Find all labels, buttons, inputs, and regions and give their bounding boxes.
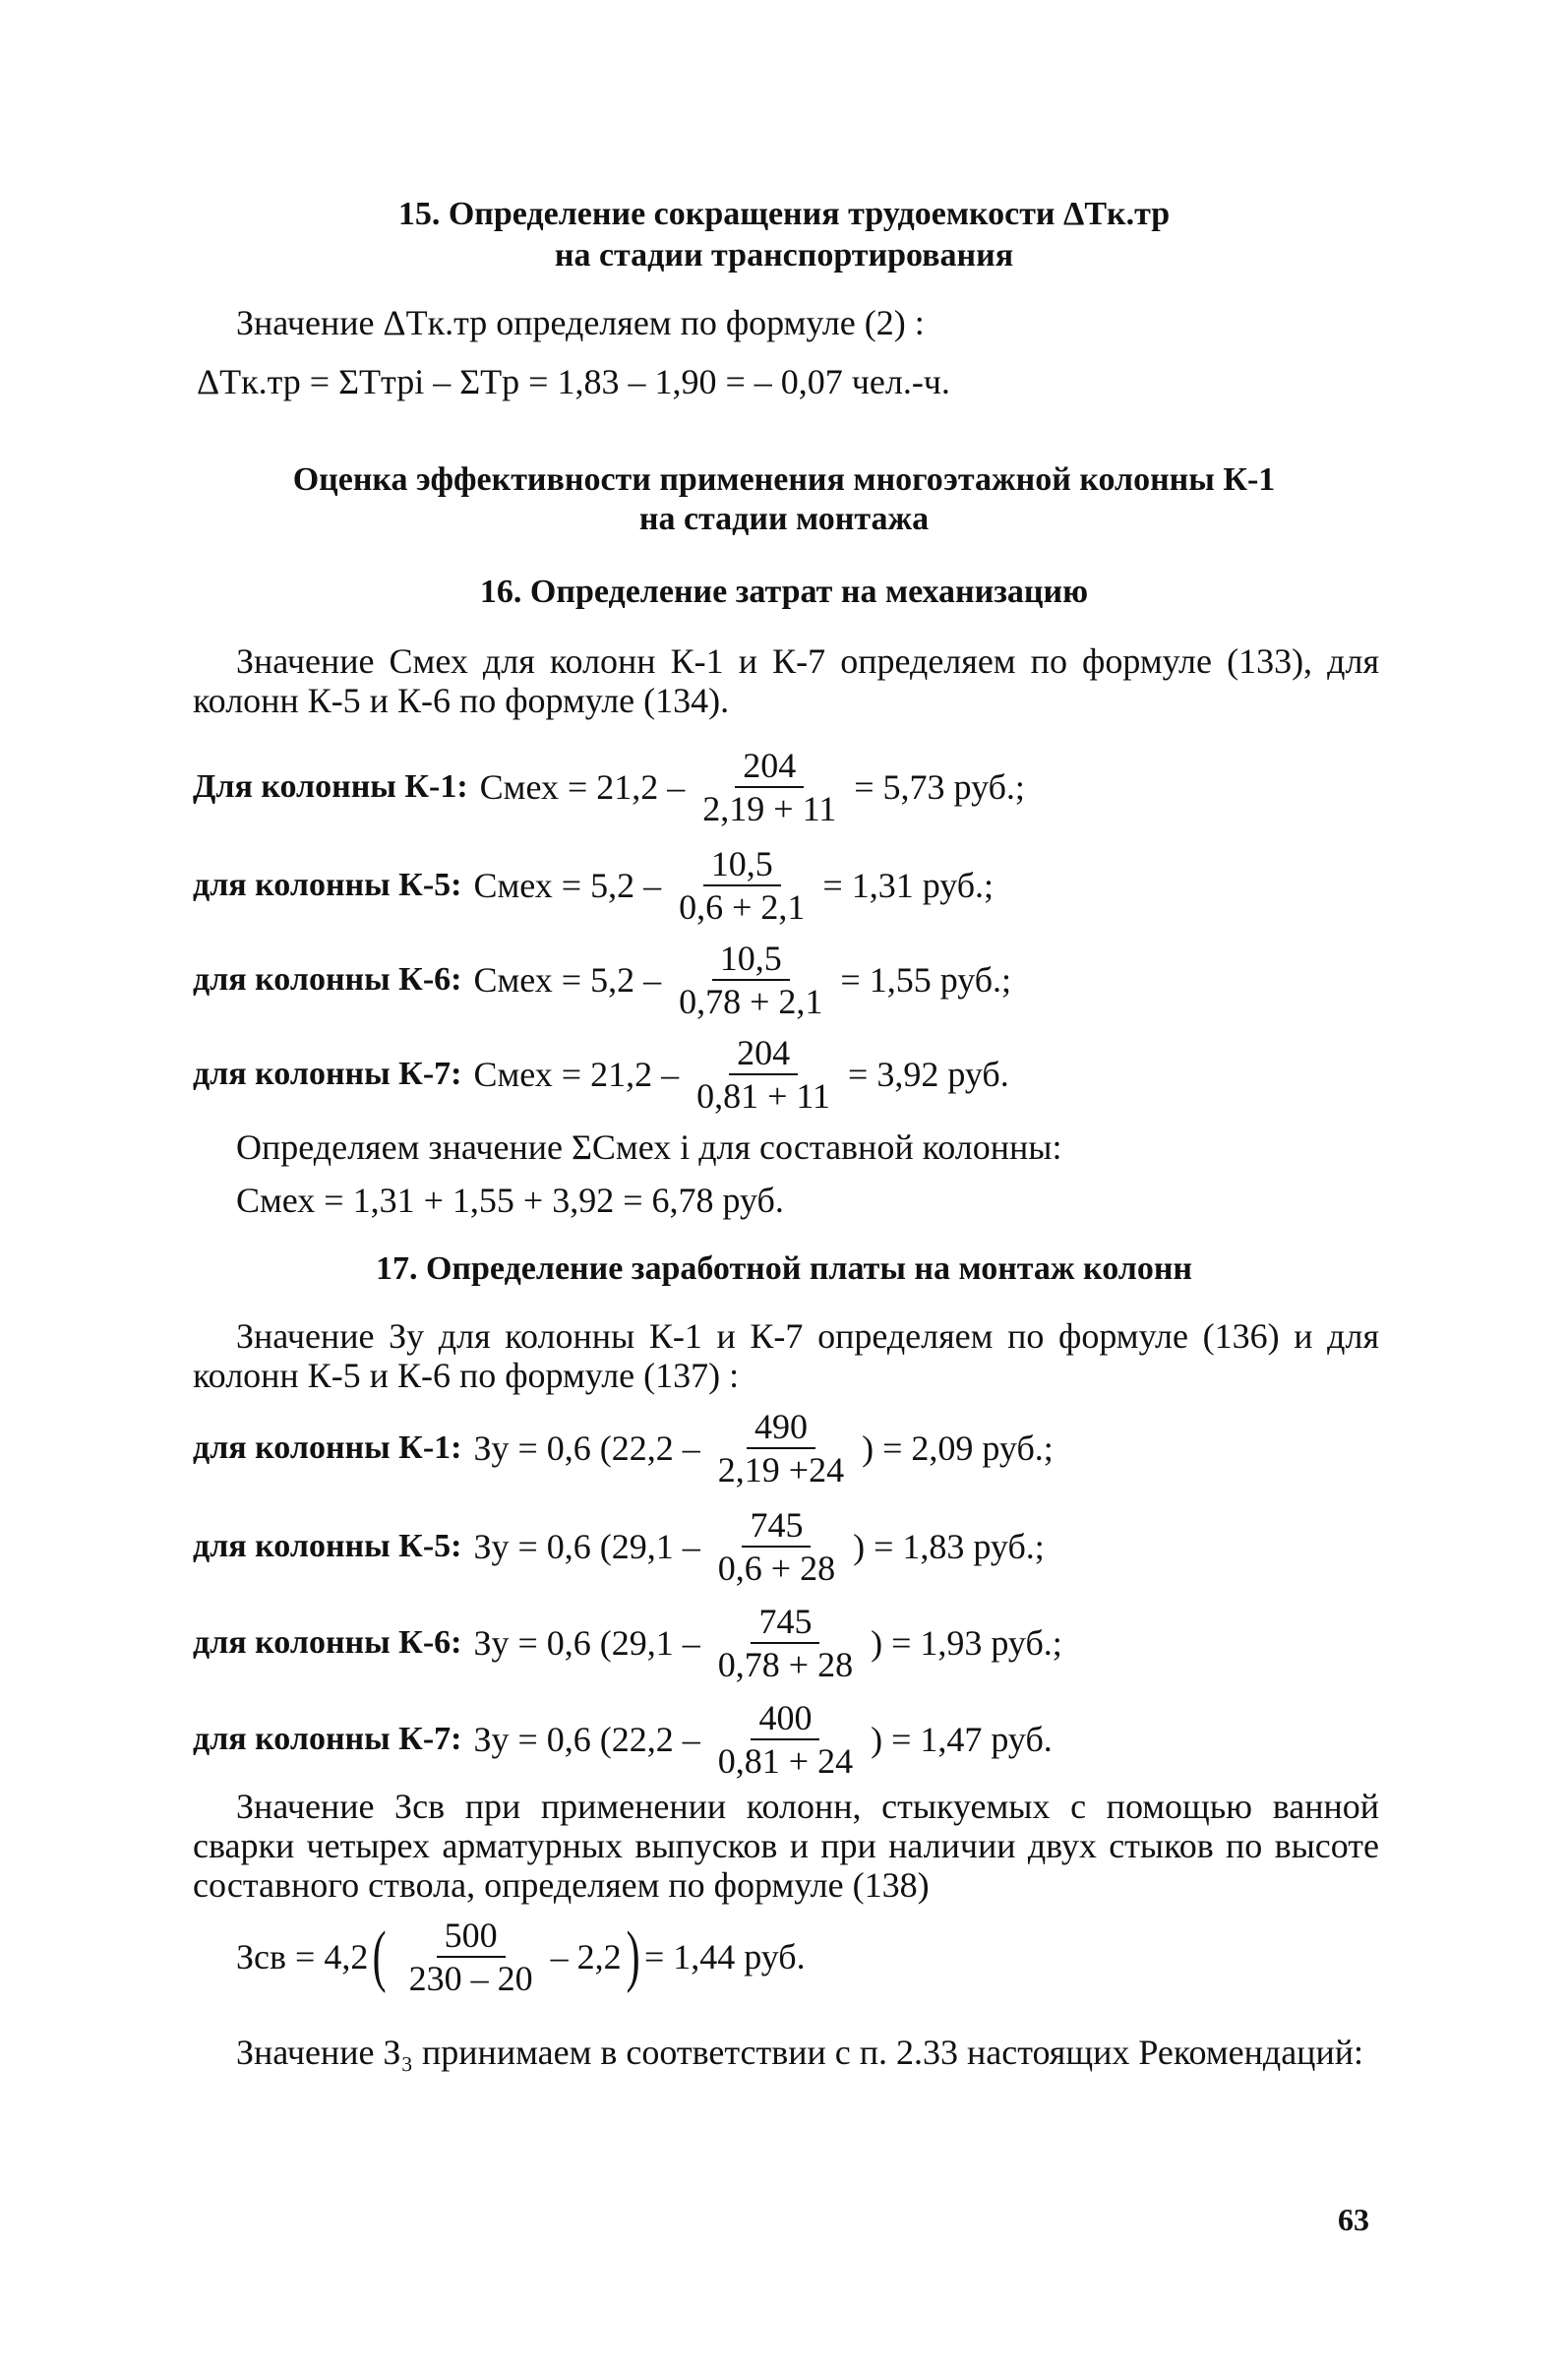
formula-result: = 5,73 руб.;	[854, 767, 1025, 807]
formula-result: ) = 1,47 руб.	[871, 1720, 1053, 1759]
fraction-denominator: 0,81 + 11	[696, 1076, 831, 1116]
section-16-intro: Значение Cмех для колонн К-1 и К-7 определяем по формуле (133), для колонн К-5 и К-6 по формуле (134).	[193, 641, 1379, 720]
formula-result: ) = 1,93 руб.;	[871, 1623, 1062, 1663]
formula-label: для колонны К-1:	[193, 1429, 462, 1466]
zy-formula-k7	[193, 1692, 1053, 1787]
formula-lhs: Зу = 0,6 (29,1 –	[473, 1623, 700, 1663]
fraction-denominator: 230 – 20	[408, 1959, 533, 1998]
formula-result: ) = 2,09 руб.;	[862, 1429, 1054, 1468]
formula-lhs: Cмех = 5,2 –	[473, 866, 662, 905]
formula-label: Для колонны К-1:	[193, 768, 468, 805]
formula-label: для колонны К-7:	[193, 1721, 462, 1757]
z3-intro: Значение З₃ принимаем в соответствии с п. 2.33 настоящих Рекомендаций:	[236, 2033, 1363, 2072]
assessment-title-line1: Оценка эффективности применения многоэтажной колонны К-1	[292, 461, 1276, 498]
formula-result: = 1,55 руб.;	[840, 960, 1012, 1000]
formula-label: для колонны К-6:	[193, 1624, 462, 1661]
fraction-numerator: 204	[735, 748, 804, 788]
section-15-formula: ΔTк.тр = ΣTтрi – ΣTр = 1,83 – 1,90 = – 0,07 чел.-ч.	[197, 362, 950, 401]
zy-formula-k5	[193, 1499, 1045, 1594]
zy-formula-k6	[193, 1596, 1062, 1690]
zsv-formula	[236, 1903, 806, 2011]
zy-formula-k1	[193, 1401, 1054, 1495]
fraction-numerator: 204	[729, 1035, 798, 1075]
cmex-formula-k7	[193, 1027, 1009, 1122]
fraction	[710, 1700, 861, 1779]
fraction-denominator: 0,6 + 2,1	[679, 887, 806, 927]
fraction	[401, 1917, 541, 1996]
fraction	[710, 1507, 843, 1586]
fraction	[689, 1035, 838, 1114]
left-paren: (	[372, 1918, 387, 1994]
formula-mid: – 2,2	[550, 1937, 622, 1976]
cmex-formula-k5	[193, 838, 994, 933]
section-15-title-line2: на стадии транспортирования	[554, 237, 1014, 274]
page-number: 63	[1338, 2202, 1369, 2237]
fraction-denominator: 0,78 + 2,1	[679, 982, 823, 1021]
fraction-denominator: 2,19 +24	[717, 1450, 845, 1489]
assessment-title-line2: на стадии монтажа	[638, 501, 930, 537]
fraction	[710, 1409, 852, 1488]
section-17-title: 17. Определение заработной платы на монтаж колонн	[375, 1250, 1192, 1287]
formula-label: для колонны К-7:	[193, 1056, 462, 1092]
formula-lhs: Зсв = 4,2	[236, 1937, 369, 1976]
fraction-denominator: 0,6 + 28	[717, 1549, 836, 1588]
formula-lhs: Cмех = 21,2 –	[479, 767, 686, 807]
fraction	[671, 941, 830, 1019]
fraction-numerator: 745	[742, 1507, 811, 1548]
cmex-sum-intro: Определяем значение ΣCмех i для составной колонны:	[236, 1127, 1062, 1167]
fraction-numerator: 400	[751, 1700, 819, 1740]
fraction	[671, 846, 813, 925]
formula-lhs: Cмех = 21,2 –	[473, 1055, 680, 1094]
formula-result: = 1,31 руб.;	[822, 866, 995, 905]
formula-label: для колонны К-5:	[193, 1528, 462, 1564]
fraction-numerator: 490	[747, 1409, 815, 1449]
section-15-title-line1: 15. Определение сокращения трудоемкости ΔTк.тр	[397, 196, 1171, 232]
formula-lhs: Зу = 0,6 (29,1 –	[473, 1527, 700, 1566]
fraction-denominator: 0,78 + 28	[717, 1645, 854, 1684]
right-paren: )	[626, 1918, 640, 1994]
fraction	[710, 1604, 861, 1682]
formula-lhs: Зу = 0,6 (22,2 –	[473, 1720, 700, 1759]
fraction	[694, 748, 844, 826]
formula-result: = 1,44 руб.	[643, 1937, 806, 1976]
fraction-numerator: 500	[437, 1917, 506, 1958]
cmex-formula-k1	[193, 740, 1025, 834]
cmex-sum-formula: Cмех = 1,31 + 1,55 + 3,92 = 6,78 руб.	[236, 1181, 784, 1220]
section-15-intro: Значение ΔTк.тр определяем по формуле (2) :	[236, 303, 925, 342]
formula-lhs: Зу = 0,6 (22,2 –	[473, 1429, 700, 1468]
cmex-formula-k6	[193, 933, 1011, 1027]
section-16-title: 16. Определение затрат на механизацию	[479, 574, 1089, 610]
formula-lhs: Cмех = 5,2 –	[473, 960, 662, 1000]
fraction-denominator: 2,19 + 11	[702, 789, 837, 828]
fraction-numerator: 745	[751, 1604, 819, 1644]
formula-result: = 3,92 руб.	[848, 1055, 1009, 1094]
fraction-numerator: 10,5	[703, 846, 781, 886]
formula-label: для колонны К-5:	[193, 867, 462, 903]
section-17-intro: Значение Зу для колонны К-1 и К-7 определяем по формуле (136) и для колонн К-5 и К-6 по формуле (137) :	[193, 1316, 1379, 1395]
fraction-denominator: 0,81 + 24	[717, 1741, 854, 1781]
fraction-numerator: 10,5	[712, 941, 790, 981]
formula-label: для колонны К-6:	[193, 961, 462, 998]
formula-result: ) = 1,83 руб.;	[853, 1527, 1045, 1566]
zsv-intro: Значение Зсв при применении колонн, стыкуемых с помощью ванной сварки четырех арматурных выпусков и при наличии двух стыков по высоте составного ствола, определяем по формуле (138)	[193, 1787, 1379, 1905]
